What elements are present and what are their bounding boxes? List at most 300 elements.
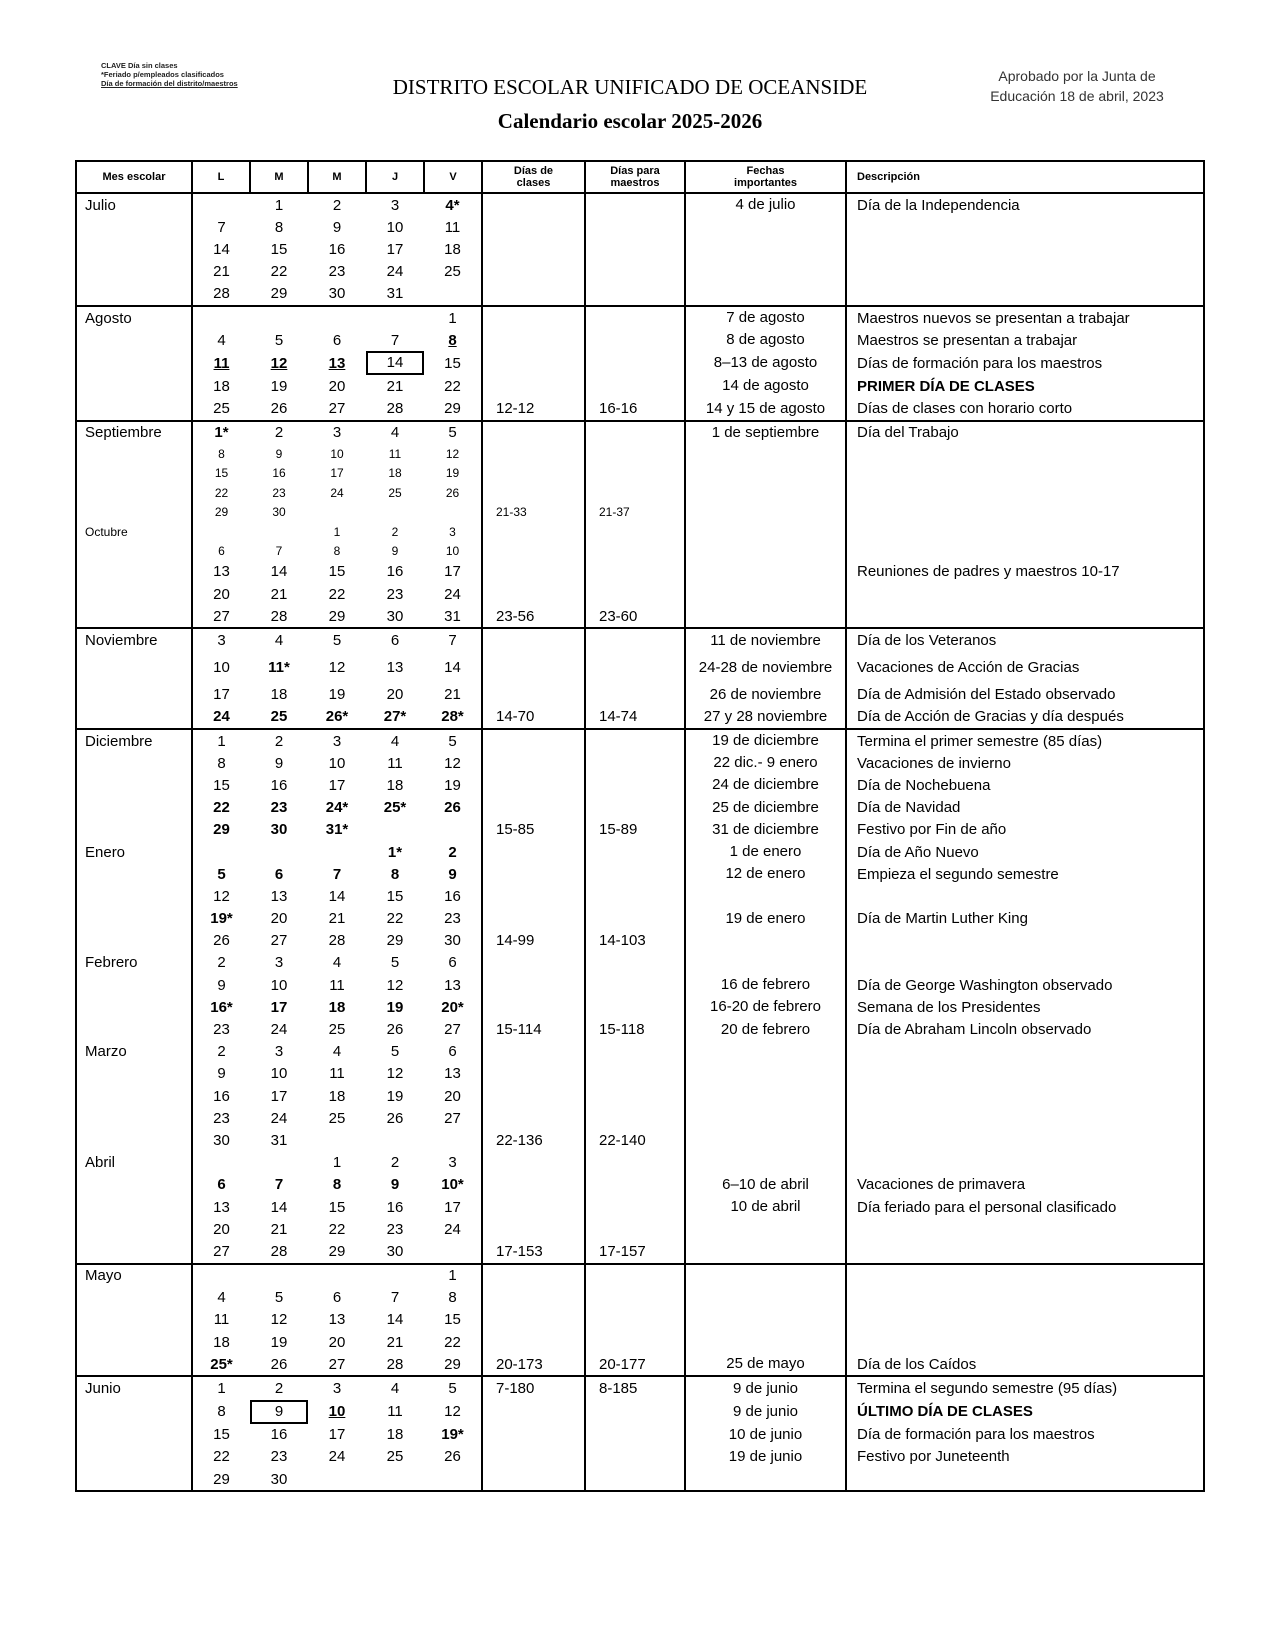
day-cell-wed xyxy=(308,841,366,863)
school-days-count xyxy=(482,1218,585,1240)
table-row xyxy=(76,1174,1204,1196)
day-cell-fri: 5 xyxy=(424,729,482,752)
table-row xyxy=(76,652,1204,684)
month-cell xyxy=(76,444,192,464)
teacher-days-count xyxy=(585,752,685,774)
teacher-days-count xyxy=(585,908,685,930)
first-last-day-marker: 14 xyxy=(366,351,424,375)
day-cell-tue: 12 xyxy=(270,1311,288,1329)
important-date xyxy=(685,541,846,561)
school-days-count xyxy=(482,1446,585,1468)
day-cell-wed: 22 xyxy=(328,585,346,603)
day-cell-mon: 2 xyxy=(192,1041,250,1063)
day-cell-fri: 27 xyxy=(424,1107,482,1129)
teacher-days-count: 8-185 xyxy=(585,1376,685,1399)
day-cell-fri: 22 xyxy=(424,375,482,397)
teacher-days-count xyxy=(585,684,685,706)
important-date xyxy=(685,952,846,974)
important-date xyxy=(685,797,846,819)
day-cell-tue: 16 xyxy=(272,466,286,481)
col-teacher-days-line2: maestros xyxy=(610,177,660,189)
day-cell-tue: 24 xyxy=(270,1109,288,1127)
day-cell-thu: 4 xyxy=(366,729,424,752)
month-cell: Febrero xyxy=(76,952,192,974)
table-row xyxy=(76,1152,1204,1174)
day-cell-thu: 16 xyxy=(386,563,404,581)
teacher-days-count xyxy=(585,329,685,351)
description-cell xyxy=(846,885,1204,907)
day-cell-wed: 11 xyxy=(329,976,345,994)
description-cell: Día de Martin Luther King xyxy=(846,908,1204,930)
description-cell: Vacaciones de primavera xyxy=(846,1174,1204,1196)
description-cell xyxy=(846,1287,1204,1309)
important-date-text: 16-20 de febrero xyxy=(710,998,821,1016)
day-cell-wed: 8 xyxy=(332,1176,342,1194)
table-row xyxy=(76,283,1204,306)
teacher-days-count xyxy=(585,729,685,752)
month-cell xyxy=(76,1218,192,1240)
first-last-day-marker: 9 xyxy=(250,1400,308,1424)
school-days-count xyxy=(482,306,585,329)
important-date-text: 12 de enero xyxy=(725,865,806,883)
important-date-text: 27 y 28 noviembre xyxy=(703,707,828,725)
day-cell-fri: 29 xyxy=(424,398,482,421)
teacher-days-count: 15-89 xyxy=(585,819,685,841)
day-cell-wed: 28 xyxy=(328,932,346,950)
day-cell-wed: 26* xyxy=(325,708,349,726)
day-cell-mon: 4 xyxy=(192,1287,250,1309)
school-days-count xyxy=(482,1331,585,1353)
description-cell xyxy=(846,605,1204,628)
col-tue: M xyxy=(250,161,308,193)
day-cell-thu: 3 xyxy=(366,193,424,216)
day-cell-wed: 17 xyxy=(328,776,346,794)
day-cell-tue: 28 xyxy=(270,607,288,625)
table-row xyxy=(76,1446,1204,1468)
table-row xyxy=(76,974,1204,996)
col-mon: L xyxy=(192,161,250,193)
day-cell-thu: 9 xyxy=(391,544,399,559)
day-cell-tue: 25 xyxy=(270,708,288,726)
table-row xyxy=(76,819,1204,841)
teacher-days-count xyxy=(585,283,685,306)
school-days-count xyxy=(482,329,585,351)
day-cell-fri: 3 xyxy=(424,522,482,542)
day-cell-thu: 18 xyxy=(386,776,404,794)
day-cell-tue: 23 xyxy=(272,485,286,500)
table-row xyxy=(76,1063,1204,1085)
col-dates-line1: Fechas xyxy=(746,165,785,177)
day-cell-mon: 27 xyxy=(192,605,250,628)
school-days-count xyxy=(482,421,585,444)
day-cell-tue: 17 xyxy=(270,1087,288,1105)
day-cell-mon: 18 xyxy=(192,375,250,397)
table-row xyxy=(76,444,1204,464)
month-cell: Mayo xyxy=(76,1264,192,1287)
calendar-title: Calendario escolar 2025-2026 xyxy=(497,109,763,133)
table-row xyxy=(76,1468,1204,1491)
day-cell-fri: 6 xyxy=(424,952,482,974)
day-cell-wed: 27 xyxy=(328,1355,346,1373)
day-cell-mon: 5 xyxy=(192,863,250,885)
day-cell-mon: 8 xyxy=(192,1400,250,1424)
col-month: Mes escolar xyxy=(76,161,192,193)
key-no-school: CLAVE Día sin clases xyxy=(101,61,178,70)
day-cell-thu: 1* xyxy=(387,843,403,861)
day-cell-mon: 9 xyxy=(192,1063,250,1085)
day-cell-wed: 12 xyxy=(328,659,346,677)
day-cell-mon: 1* xyxy=(192,421,250,444)
day-cell-fri: 26 xyxy=(424,483,482,503)
day-cell-fri: 23 xyxy=(424,908,482,930)
day-cell-mon: 29 xyxy=(192,1468,250,1491)
day-cell-tue: 21 xyxy=(270,1220,288,1238)
day-cell-tue: 16 xyxy=(270,1426,288,1444)
school-days-count xyxy=(482,952,585,974)
day-cell-tue: 19 xyxy=(270,1333,288,1351)
description-cell xyxy=(846,1468,1204,1491)
day-cell-mon: 28 xyxy=(192,283,250,306)
month-cell xyxy=(76,561,192,583)
day-cell-thu: 21 xyxy=(386,377,404,395)
important-date xyxy=(685,1107,846,1129)
day-cell-fri: 10* xyxy=(424,1174,482,1196)
day-cell-wed xyxy=(308,1264,366,1287)
important-date xyxy=(685,522,846,542)
day-cell-fri: 19 xyxy=(424,463,482,483)
month-cell: Octubre xyxy=(76,522,192,542)
day-cell-wed: 21 xyxy=(328,910,346,928)
day-cell-wed: 3 xyxy=(308,421,366,444)
teacher-days-count xyxy=(585,541,685,561)
day-cell-fri xyxy=(424,1240,482,1263)
legend-key xyxy=(101,61,238,88)
table-row xyxy=(76,1287,1204,1309)
description-cell xyxy=(846,1331,1204,1353)
month-cell xyxy=(76,1446,192,1468)
day-cell-wed: 5 xyxy=(308,628,366,651)
important-date xyxy=(685,605,846,628)
day-cell-mon xyxy=(192,1264,250,1287)
school-days-count xyxy=(482,1264,585,1287)
important-date-text: 10 de abril xyxy=(730,1198,801,1216)
day-cell-wed: 8 xyxy=(333,544,341,559)
school-days-count: 15-114 xyxy=(482,1018,585,1040)
table-row xyxy=(76,1129,1204,1151)
month-cell xyxy=(76,261,192,283)
day-cell-fri: 24 xyxy=(424,583,482,605)
day-cell-tue: 23 xyxy=(270,1448,288,1466)
day-cell-wed: 10 xyxy=(328,754,346,772)
teacher-days-count xyxy=(585,1424,685,1446)
description-cell xyxy=(846,502,1204,522)
month-cell xyxy=(76,1331,192,1353)
day-cell-wed: 6 xyxy=(332,1289,342,1307)
description-cell: Festivo por Juneteenth xyxy=(846,1446,1204,1468)
day-cell-fri: 18 xyxy=(424,238,482,260)
description-cell xyxy=(846,583,1204,605)
school-days-count: 17-153 xyxy=(482,1240,585,1263)
day-cell-tue: 3 xyxy=(274,1043,284,1061)
day-cell-thu: 26 xyxy=(386,1109,404,1127)
description-cell: Vacaciones de Acción de Gracias xyxy=(846,652,1204,684)
day-cell-tue: 17 xyxy=(270,998,288,1016)
day-cell-thu: 30 xyxy=(386,607,404,625)
day-cell-fri: 12 xyxy=(424,444,482,464)
day-cell-mon: 20 xyxy=(192,583,250,605)
teacher-days-count xyxy=(585,421,685,444)
day-cell-mon xyxy=(192,193,250,216)
important-date xyxy=(685,306,846,329)
approval-note xyxy=(968,66,1186,106)
school-days-count xyxy=(482,444,585,464)
important-date xyxy=(685,1353,846,1376)
school-days-count xyxy=(482,463,585,483)
day-cell-wed xyxy=(308,306,366,329)
important-date xyxy=(685,908,846,930)
day-cell-tue: 18 xyxy=(270,686,288,704)
important-date xyxy=(685,628,846,651)
district-title: DISTRITO ESCOLAR UNIFICADO DE OCEANSIDE xyxy=(392,75,868,99)
day-cell-thu: 28 xyxy=(386,1355,404,1373)
day-cell-fri: 13 xyxy=(424,974,482,996)
month-cell xyxy=(76,706,192,729)
important-date xyxy=(685,238,846,260)
day-cell-fri: 28* xyxy=(424,706,482,729)
day-cell-thu xyxy=(366,502,424,522)
table-row xyxy=(76,885,1204,907)
important-date xyxy=(685,375,846,397)
day-cell-thu: 15 xyxy=(386,887,404,905)
day-cell-wed: 18 xyxy=(328,998,346,1016)
important-date xyxy=(685,483,846,503)
table-row xyxy=(76,1264,1204,1287)
teacher-days-count xyxy=(585,797,685,819)
month-cell xyxy=(76,885,192,907)
description-cell: Día de Navidad xyxy=(846,797,1204,819)
month-cell xyxy=(76,1309,192,1331)
description-cell xyxy=(846,1240,1204,1263)
description-cell xyxy=(846,444,1204,464)
day-cell-wed: 3 xyxy=(308,729,366,752)
day-cell-tue: 13 xyxy=(270,887,288,905)
teacher-days-count xyxy=(585,652,685,684)
day-cell-mon: 11 xyxy=(192,1309,250,1331)
day-cell-mon: 29 xyxy=(192,819,250,841)
day-cell-tue: 12 xyxy=(270,354,288,372)
day-cell-tue: 7 xyxy=(274,1176,284,1194)
col-dates-line2: importantes xyxy=(734,177,797,189)
day-cell-thu: 5 xyxy=(390,1043,400,1061)
important-date xyxy=(685,193,846,216)
day-cell-tue: 27 xyxy=(270,932,288,950)
day-cell-thu xyxy=(366,819,424,841)
teacher-days-count xyxy=(585,1468,685,1491)
day-cell-mon: 1 xyxy=(192,1376,250,1399)
description-cell: Día de la Independencia xyxy=(846,193,1204,216)
school-days-count xyxy=(482,1196,585,1218)
description-cell: Día del Trabajo xyxy=(846,421,1204,444)
day-cell-tue: 3 xyxy=(274,954,284,972)
day-cell-fri: 3 xyxy=(424,1152,482,1174)
day-cell-mon: 30 xyxy=(192,1129,250,1151)
description-cell: Día de Acción de Gracias y día después xyxy=(846,706,1204,729)
day-cell-mon: 12 xyxy=(192,885,250,907)
day-cell-fri: 9 xyxy=(424,863,482,885)
calendar-table xyxy=(75,160,1205,1492)
description-cell xyxy=(846,1041,1204,1063)
day-cell-fri: 1 xyxy=(424,306,482,329)
important-date-text: 6–10 de abril xyxy=(722,1175,809,1193)
month-cell: Diciembre xyxy=(76,729,192,752)
month-cell xyxy=(76,1063,192,1085)
teacher-days-count xyxy=(585,863,685,885)
teacher-days-count xyxy=(585,306,685,329)
month-cell xyxy=(76,752,192,774)
month-cell xyxy=(76,1240,192,1263)
table-row xyxy=(76,930,1204,952)
day-cell-wed: 18 xyxy=(328,1087,346,1105)
important-date-text: 9 de junio xyxy=(732,1402,799,1420)
day-cell-mon: 2 xyxy=(192,952,250,974)
important-date xyxy=(685,1063,846,1085)
description-cell xyxy=(846,1152,1204,1174)
teacher-days-count xyxy=(585,1287,685,1309)
description-cell: Día de Nochebuena xyxy=(846,774,1204,796)
day-cell-tue: 19 xyxy=(270,377,288,395)
month-cell xyxy=(76,863,192,885)
school-days-count xyxy=(482,885,585,907)
day-cell-tue: 22 xyxy=(270,263,288,281)
important-date-text: 8 de agosto xyxy=(726,331,805,349)
important-date-text: 11 de noviembre xyxy=(710,631,821,649)
important-date-text: 1 de enero xyxy=(729,843,802,861)
teacher-days-count xyxy=(585,483,685,503)
month-cell xyxy=(76,502,192,522)
day-cell-fri: 7 xyxy=(424,628,482,651)
school-days-count xyxy=(482,1287,585,1309)
description-cell: Vacaciones de invierno xyxy=(846,752,1204,774)
day-cell-wed: 23 xyxy=(328,263,346,281)
important-date xyxy=(685,774,846,796)
day-cell-mon: 23 xyxy=(192,1107,250,1129)
teacher-days-count xyxy=(585,1446,685,1468)
day-cell-mon xyxy=(192,841,250,863)
important-date xyxy=(685,841,846,863)
day-cell-fri: 26 xyxy=(424,797,482,819)
teacher-days-count xyxy=(585,1309,685,1331)
day-cell-thu xyxy=(366,1264,424,1287)
important-date xyxy=(685,329,846,351)
description-cell: Día de los Veteranos xyxy=(846,628,1204,651)
day-cell-fri: 5 xyxy=(424,1376,482,1399)
important-date xyxy=(685,706,846,729)
day-cell-mon: 27 xyxy=(192,1240,250,1263)
teacher-days-count xyxy=(585,1264,685,1287)
important-date xyxy=(685,729,846,752)
table-row xyxy=(76,329,1204,351)
month-cell xyxy=(76,908,192,930)
school-days-count xyxy=(482,628,585,651)
important-date xyxy=(685,1331,846,1353)
school-days-count xyxy=(482,193,585,216)
description-cell: Festivo por Fin de año xyxy=(846,819,1204,841)
teacher-days-count xyxy=(585,1174,685,1196)
teacher-days-count xyxy=(585,1331,685,1353)
description-cell: Día de George Washington observado xyxy=(846,974,1204,996)
teacher-days-count xyxy=(585,238,685,260)
important-date-text: 14 y 15 de agosto xyxy=(705,399,826,417)
day-cell-wed: 29 xyxy=(328,1242,346,1260)
table-row xyxy=(76,1309,1204,1331)
day-cell-mon: 6 xyxy=(192,541,250,561)
important-date xyxy=(685,684,846,706)
month-cell xyxy=(76,329,192,351)
important-date xyxy=(685,1424,846,1446)
day-cell-thu: 4 xyxy=(366,421,424,444)
school-days-count xyxy=(482,541,585,561)
month-cell xyxy=(76,483,192,503)
day-cell-thu: 25 xyxy=(386,1448,404,1466)
table-row xyxy=(76,706,1204,729)
col-teacher-days-line1: Días para xyxy=(610,165,660,177)
day-cell-thu: 23 xyxy=(386,1220,404,1238)
month-cell: Septiembre xyxy=(76,421,192,444)
important-date xyxy=(685,502,846,522)
day-cell-thu: 27* xyxy=(383,708,407,726)
school-days-count: 20-173 xyxy=(482,1353,585,1376)
day-cell-mon: 22 xyxy=(192,1446,250,1468)
day-cell-mon: 1 xyxy=(192,729,250,752)
school-days-count xyxy=(482,774,585,796)
day-cell-mon: 14 xyxy=(192,238,250,260)
day-cell-tue xyxy=(250,1264,308,1287)
school-days-count xyxy=(482,483,585,503)
table-row xyxy=(76,561,1204,583)
important-date xyxy=(685,1240,846,1263)
school-days-count: 14-99 xyxy=(482,930,585,952)
teacher-days-count xyxy=(585,1107,685,1129)
day-cell-thu: 13 xyxy=(386,659,404,677)
important-date xyxy=(685,1129,846,1151)
day-cell-mon: 29 xyxy=(192,502,250,522)
month-cell xyxy=(76,1353,192,1376)
day-cell-thu xyxy=(366,351,424,375)
day-cell-fri: 25 xyxy=(424,261,482,283)
day-cell-thu: 17 xyxy=(386,240,404,258)
month-cell xyxy=(76,684,192,706)
description-cell xyxy=(846,522,1204,542)
important-date-text: 9 de junio xyxy=(732,1379,799,1397)
teacher-days-count xyxy=(585,1152,685,1174)
table-row xyxy=(76,841,1204,863)
col-teacher-days xyxy=(585,161,685,193)
description-cell xyxy=(846,1129,1204,1151)
important-date-text: 25 de mayo xyxy=(726,1355,805,1373)
teacher-days-count xyxy=(585,1063,685,1085)
day-cell-tue: 8 xyxy=(274,218,284,236)
day-cell-fri xyxy=(424,1129,482,1151)
school-days-count xyxy=(482,729,585,752)
table-row xyxy=(76,541,1204,561)
day-cell-fri: 6 xyxy=(424,1041,482,1063)
table-row xyxy=(76,193,1204,216)
day-cell-wed: 10 xyxy=(330,446,344,461)
table-row xyxy=(76,1107,1204,1129)
day-cell-wed: 24 xyxy=(328,1448,346,1466)
day-cell-wed xyxy=(308,1468,366,1491)
day-cell-wed: 25 xyxy=(328,1109,346,1127)
